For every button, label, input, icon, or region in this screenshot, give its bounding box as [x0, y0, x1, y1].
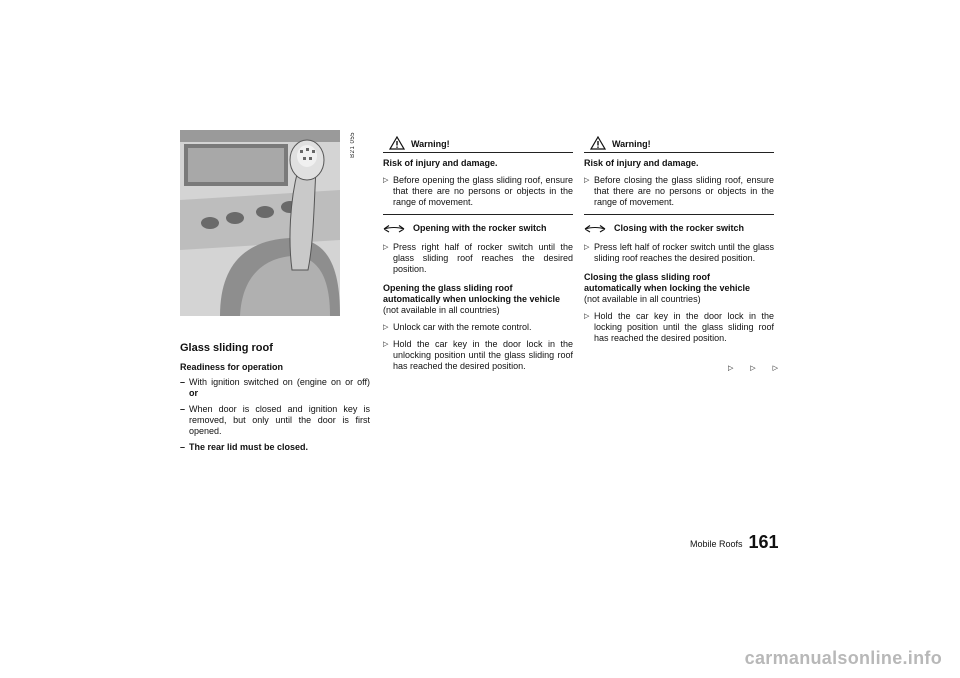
- auto-title-line: Closing the glass sliding roof: [584, 272, 711, 282]
- rocker-step: [383, 242, 573, 275]
- auto-title-line: automatically when unlocking the vehicle: [383, 294, 561, 304]
- step-text: Before opening the glass sliding roof, ensure that there are no persons or objects in the range of movement.: [393, 175, 573, 207]
- rocker-label: Closing with the rocker switch: [614, 223, 745, 233]
- bullet-icon: ▷: [383, 177, 389, 184]
- step-text: Hold the car key in the door lock in the locking position until the glass sliding roof has reached the desired position.: [594, 311, 774, 343]
- divider: [383, 214, 573, 215]
- warning-label: Warning!: [612, 139, 651, 149]
- warning-header: [383, 135, 573, 153]
- auto-step: [383, 322, 573, 333]
- rocker-header: [383, 223, 573, 234]
- gear-shift-illustration: [180, 130, 340, 316]
- risk-text: Risk of injury and damage.: [383, 158, 498, 168]
- auto-title-line: Opening the glass sliding roof: [383, 283, 513, 293]
- step-text: Press left half of rocker switch until the glass sliding roof reaches the desired position.: [594, 242, 774, 263]
- bullet-icon: ▷: [383, 341, 389, 348]
- risk-text: Risk of injury and damage.: [584, 158, 699, 168]
- rocker-switch-icon: [584, 224, 606, 233]
- auto-step: [383, 339, 573, 372]
- auto-title: [584, 272, 774, 294]
- warning-label: Warning!: [411, 139, 450, 149]
- rocker-switch-icon: [383, 224, 405, 233]
- rocker-header: [584, 223, 774, 234]
- warning-step: [383, 175, 573, 208]
- bullet-icon: ▷: [584, 244, 590, 251]
- dash-marker: –: [180, 404, 186, 414]
- rocker-label: Opening with the rocker switch: [413, 223, 547, 233]
- continue-arrows: [728, 364, 778, 372]
- warning-header: [584, 135, 774, 153]
- console-drawing-icon: [180, 130, 340, 316]
- divider: [584, 214, 774, 215]
- bullet-icon: ▷: [584, 177, 590, 184]
- step-text: Press right half of rocker switch until the glass sliding roof reaches the desired position.: [393, 242, 573, 274]
- bullet-icon: ▷: [383, 244, 389, 251]
- bullet-icon: ▷: [383, 324, 389, 331]
- readiness-item: [180, 377, 370, 399]
- middle-column: [383, 135, 573, 378]
- rocker-step: [584, 242, 774, 264]
- step-text: Before closing the glass sliding roof, ensure that there are no persons or objects in the range of movement.: [594, 175, 774, 207]
- readiness-text: When door is closed and ignition key is removed, but only until the door is first opened.: [189, 404, 370, 436]
- continue-arrow-icon: ▷: [772, 365, 778, 372]
- auto-title: [383, 283, 573, 305]
- readiness-item: [180, 404, 370, 437]
- bullet-icon: ▷: [584, 313, 590, 320]
- dash-marker: –: [180, 442, 186, 452]
- page-number: 161: [748, 532, 779, 552]
- step-text: Hold the car key in the door lock in the unlocking position until the glass sliding roof has reached the desired position.: [393, 339, 573, 371]
- auto-note: (not available in all countries): [383, 305, 500, 315]
- right-column: [584, 135, 774, 350]
- figure-code: B21 055: [350, 132, 356, 158]
- page-footer: [690, 533, 779, 551]
- dash-marker: –: [180, 377, 186, 387]
- readiness-heading: Readiness for operation: [180, 362, 284, 372]
- left-column: [180, 130, 370, 458]
- step-text: Unlock car with the remote control.: [393, 322, 532, 332]
- section-title: Glass sliding roof: [180, 342, 273, 354]
- auto-step: [584, 311, 774, 344]
- warning-triangle-icon: [389, 136, 405, 150]
- warning-triangle-icon: [590, 136, 606, 150]
- warning-step: [584, 175, 774, 208]
- auto-title-line: automatically when locking the vehicle: [584, 283, 751, 293]
- watermark: carmanualsonline.info: [744, 648, 942, 668]
- continue-arrow-icon: ▷: [750, 365, 756, 372]
- readiness-item: [180, 442, 370, 453]
- footer-section-name: Mobile Roofs: [690, 539, 743, 549]
- auto-note: (not available in all countries): [584, 294, 701, 304]
- continue-arrow-icon: ▷: [728, 365, 734, 372]
- readiness-bold: or: [189, 388, 198, 398]
- readiness-text: With ignition switched on (engine on or off): [189, 377, 370, 387]
- readiness-bold: The rear lid must be closed.: [189, 442, 309, 452]
